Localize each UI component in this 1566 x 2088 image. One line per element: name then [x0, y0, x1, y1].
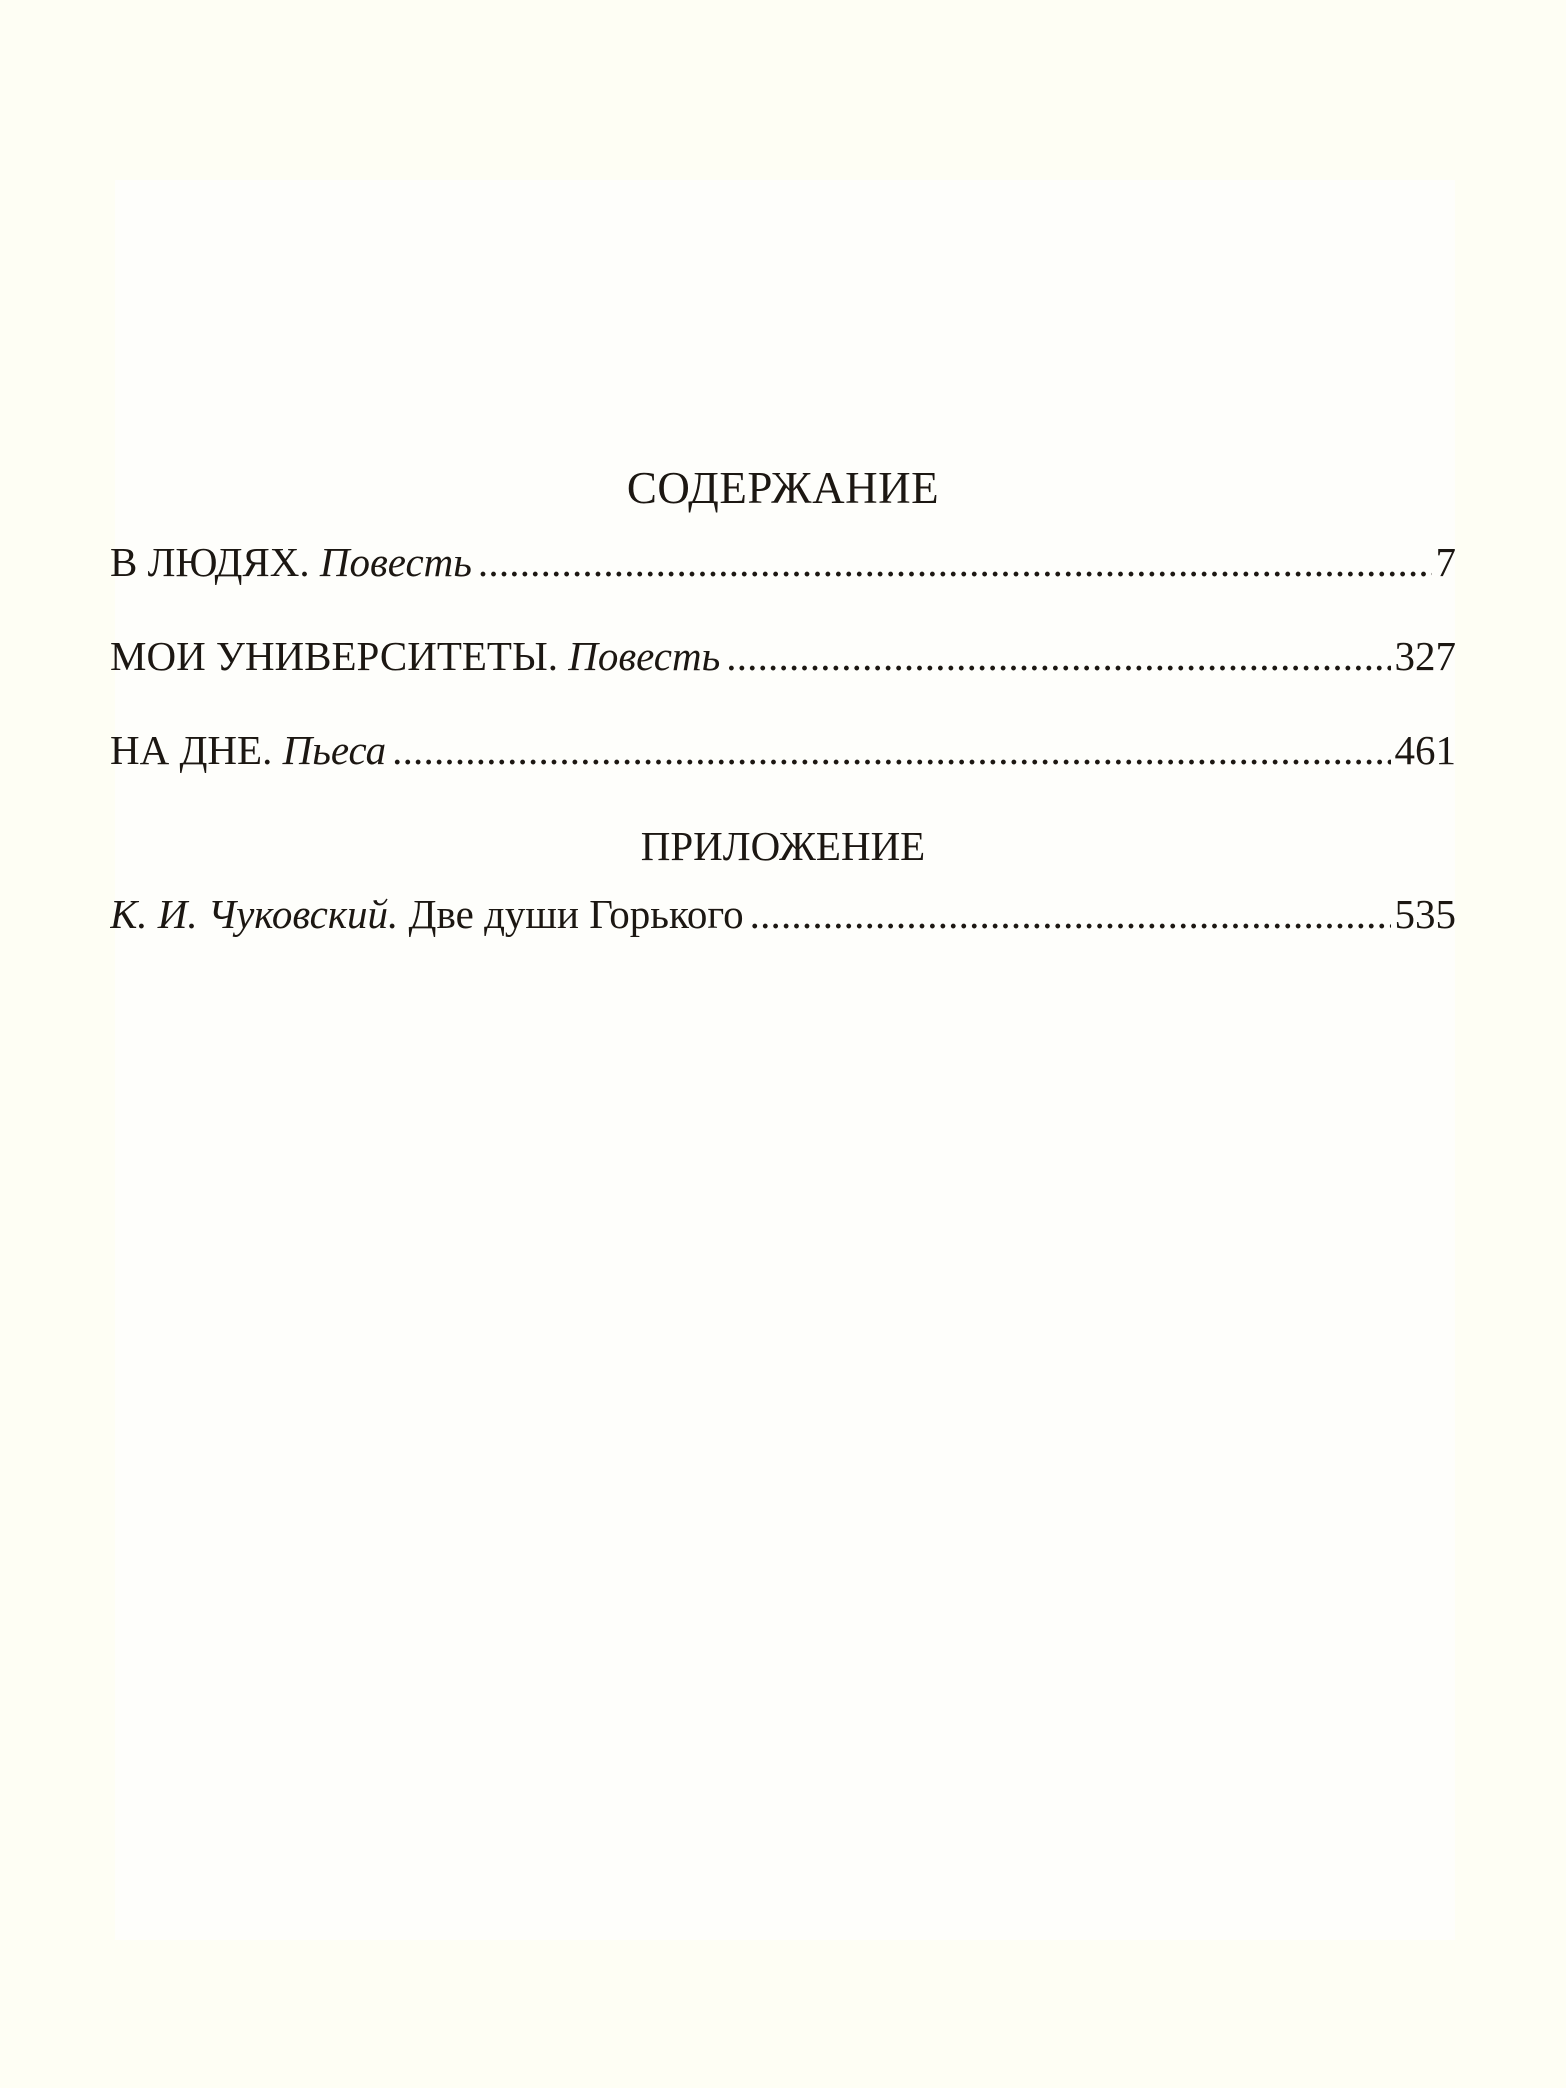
toc-entry-page: 7 — [1435, 539, 1456, 585]
page-sheet — [115, 180, 1455, 1940]
toc-entry-genre: Повесть — [568, 633, 721, 679]
toc-entry-name: НА ДНЕ. — [110, 727, 273, 773]
dot-leader — [726, 628, 1390, 684]
dot-leader — [392, 722, 1390, 778]
toc-entry-moi-universitety[interactable] — [110, 628, 1456, 684]
toc-entry-title — [110, 534, 472, 590]
toc-entry-name: Две души Горького — [408, 891, 744, 937]
appendix-heading: ПРИЛОЖЕНИЕ — [640, 823, 926, 869]
toc-entry-title — [110, 886, 744, 942]
toc-entry-author: К. И. Чуковский. — [110, 891, 399, 937]
table-of-contents — [110, 456, 1456, 942]
toc-entry-page: 461 — [1394, 727, 1456, 773]
toc-entry-page: 327 — [1394, 633, 1456, 679]
toc-entry-na-dne[interactable] — [110, 722, 1456, 778]
toc-entry-genre: Повесть — [319, 539, 472, 585]
toc-entry-genre: Пьеса — [282, 727, 387, 773]
toc-heading: СОДЕРЖАНИЕ — [626, 463, 940, 513]
toc-entry-page: 535 — [1394, 891, 1456, 937]
dot-leader — [478, 534, 1432, 590]
toc-entry-title — [110, 628, 720, 684]
toc-entry-v-lyudyakh[interactable] — [110, 534, 1456, 590]
dot-leader — [750, 886, 1391, 942]
toc-entry-dve-dushi-gorkogo[interactable] — [110, 886, 1456, 942]
toc-entry-name: МОИ УНИВЕРСИТЕТЫ. — [110, 633, 558, 679]
toc-entry-title — [110, 722, 386, 778]
toc-entry-name: В ЛЮДЯХ. — [110, 539, 310, 585]
